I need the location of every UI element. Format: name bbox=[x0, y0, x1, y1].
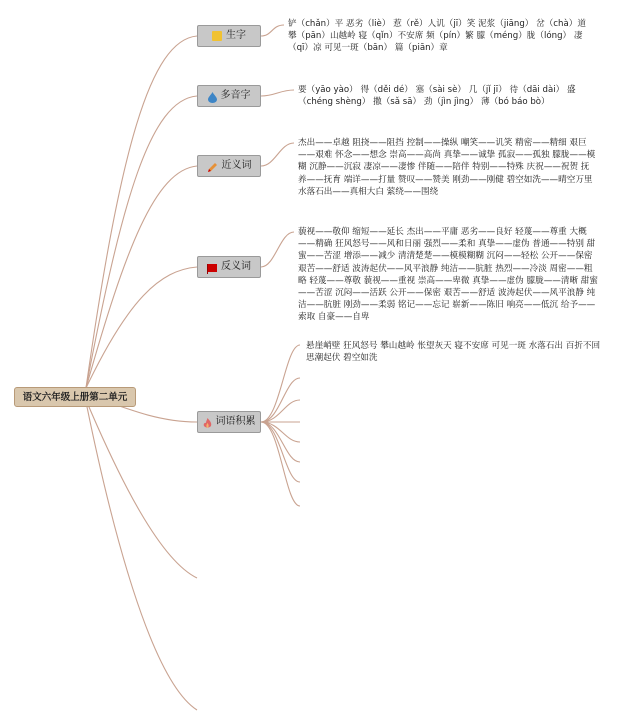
content-fanyici: 藐视——敬仰 缩短——延长 杰出——平庸 恶劣——良好 轻蔑——尊重 大概——精确 狂风怒号——风和日丽 强烈——柔和 真挚——虚伪 普通——特别 甜蜜——苦涩 增添——减少 清清楚楚——模模糊糊 沉闷——轻松 公开——保密 艰苦——舒适 波涛起伏——风平浪静 纯洁——肮脏 热烈——冷淡 周密——粗略 轻蔑——尊敬 藐视——重视 崇高——卑微 真挚——虚伪 朦胧——清晰 甜蜜——苦涩 沉闷——活跃 公开——保密 艰苦——舒适 波涛起伏——风平浪静 纯洁——肮脏 刚劲——柔弱 铭记——忘记 崭新——陈旧 响亮——低沉 给予——索取 自豪——自卑 bbox=[298, 227, 598, 323]
branch-node-jinyici[interactable] bbox=[197, 155, 261, 177]
branch-label: 反义词 bbox=[221, 261, 251, 272]
link-b5-sub8 bbox=[261, 422, 300, 506]
branch-node-shengzi[interactable] bbox=[197, 25, 261, 47]
link-b3-content bbox=[261, 143, 294, 166]
content-jinyici: 杰出——卓越 阻挠——阻挡 控制——操纵 嘲笑——讥笑 精密——精细 艰巨——艰难 怀念——想念 崇高——高尚 真挚——诚挚 孤寂——孤独 朦胧——模糊 沉静——沉寂 凄凉——凄惨 伴随——陪伴 特别——特殊 庆祝——祝贺 抚养——抚育 端详——打量 赞叹——赞美 刚劲——刚健 碧空如洗——晴空万里 水落石出——真相大白 萦绕——围绕 bbox=[298, 138, 596, 197]
branch-label: 生字 bbox=[226, 30, 246, 41]
fire-icon bbox=[203, 417, 212, 428]
branch-node-ciyujilei[interactable] bbox=[197, 411, 261, 433]
yellow-square-icon bbox=[212, 31, 222, 41]
content-duoyinzi: 要（yāo yào） 得（děi dé） 塞（sài sè） 几（jǐ jī） 待（dāi dài） 盛（chéng shèng） 撒（sǎ sā） 劲（jìn jìng） 薄（bó báo bò） bbox=[298, 85, 576, 108]
blue-drop-icon bbox=[208, 91, 217, 102]
content-ciyujilei: 悬崖峭壁 狂风怒号 攀山越岭 怅望灰天 寝不安席 可见一斑 水落石出 百折不回 思潮起伏 碧空如洗 bbox=[306, 341, 601, 364]
branch-label: 多音字 bbox=[220, 90, 251, 101]
link-root-empty1 bbox=[86, 400, 197, 578]
pencil-icon bbox=[207, 161, 218, 172]
link-b1-content bbox=[261, 25, 284, 36]
link-root-b2 bbox=[86, 96, 197, 388]
branch-label: 词语积累 bbox=[215, 416, 256, 427]
link-b5-sub2 bbox=[261, 378, 300, 422]
content-shengzi: 铲（chǎn）平 恶劣（liè） 惹（rě）人讥（jī）笑 泥浆（jiāng） 岔（chà）道 攀（pān）山越岭 寝（qǐn）不安席 频（pín）繁 朦（méng）胧（lóng） 凄（qī）凉 可见一斑（bān） 篇（piān）章 bbox=[288, 19, 586, 54]
branch-label: 近义词 bbox=[221, 160, 252, 171]
branch-node-duoyinzi[interactable] bbox=[197, 85, 261, 107]
link-b5-sub6 bbox=[261, 422, 300, 462]
link-b2-content bbox=[261, 90, 294, 96]
link-b5-sub1 bbox=[261, 345, 300, 422]
branch-node-fanyici[interactable] bbox=[197, 256, 261, 278]
link-root-b4 bbox=[86, 267, 197, 388]
link-b4-content bbox=[261, 232, 294, 267]
red-flag-icon bbox=[207, 262, 217, 272]
root-node[interactable]: 语文六年级上册第二单元 bbox=[14, 387, 136, 407]
link-root-empty2 bbox=[86, 402, 197, 710]
link-root-b1 bbox=[86, 36, 197, 388]
